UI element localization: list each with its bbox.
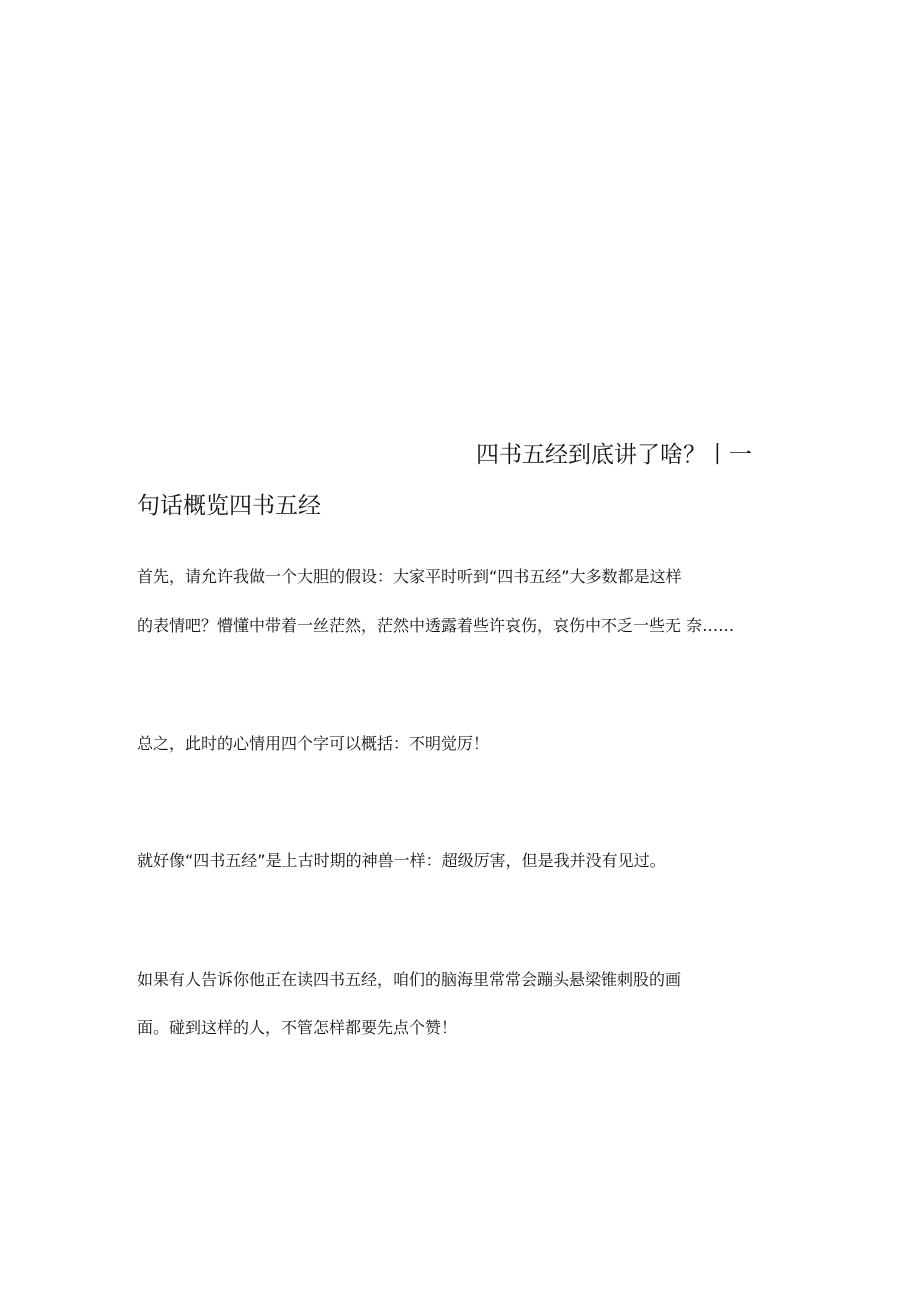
paragraph-2-line-1: 总之，此时的心情用四个字可以概括：不明觉厉！ [137,734,490,753]
article-title-line-2: 句话概览四书五经 [137,493,321,519]
paragraph-3-line-1: 就好像“四书五经”是上古时期的神兽一样：超级厉害，但是我并没有见过。 [137,851,666,870]
paragraph-4-line-2: 面。碰到这样的人，不管怎样都要先点个赞！ [137,1018,458,1037]
paragraph-1-line-1: 首先，请允许我做一个大胆的假设：大家平时听到“四书五经”大多数都是这样 [137,567,682,586]
paragraph-1-line-2: 的表情吧？懵懂中带着一丝茫然，茫然中透露着些许哀伤，哀伤中不乏一些无 奈…… [137,616,735,635]
article-title-line-1: 四书五经到底讲了啥？丨一 [476,442,752,468]
paragraph-4-line-1: 如果有人告诉你他正在读四书五经，咱们的脑海里常常会蹦头悬梁锥刺股的画 [137,970,682,989]
